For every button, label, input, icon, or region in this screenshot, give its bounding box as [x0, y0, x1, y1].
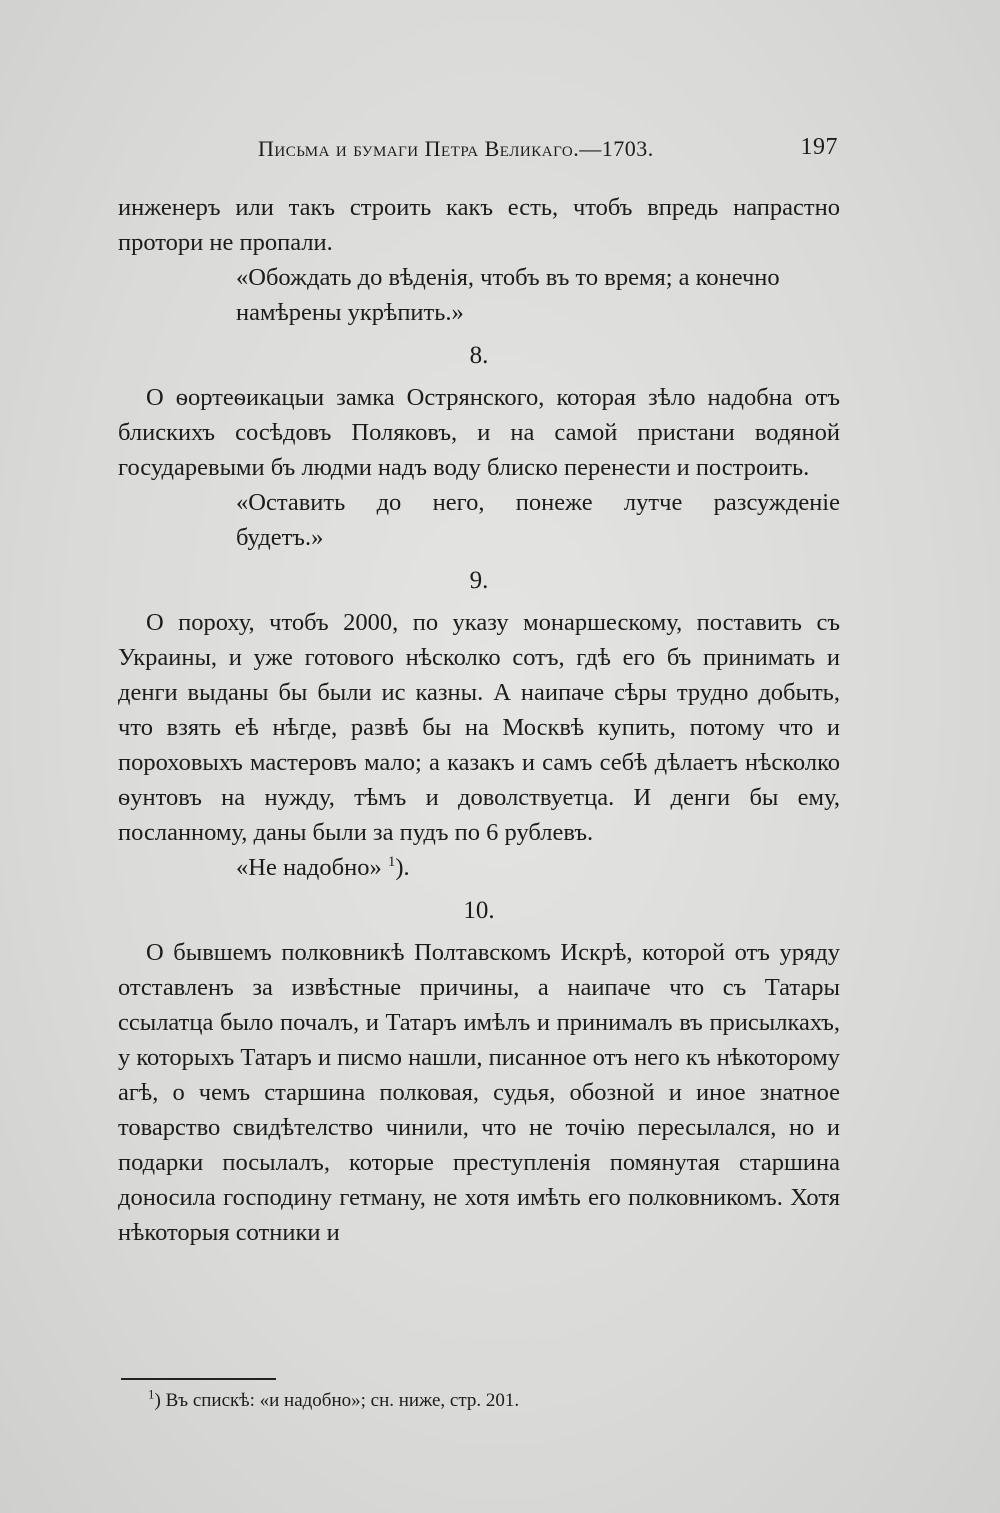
- footnote: [148, 1388, 519, 1414]
- paragraph-9: О пороху, чтобъ 2000, по указу монаршескому, поставить съ Украины, и уже готового нѣсколко сотъ, гдѣ его бъ принимать и денги выданы бы были ис казны. А наипаче сѣры трудно добыть, что взять еѣ нѣгде, развѣ бы на Москвѣ купить, потому что и пороховыхъ мастеровъ мало; а казакъ и самъ себѣ дѣлаетъ нѣсколко ѳунтовъ на нужду, тѣмъ и доволствуетца. И денги бы ему, посланному, даны были за пудъ по 6 рублевъ.: [118, 609, 840, 846]
- footnote-text: ) Въ спискѣ: «и надобно»; сн. ниже, стр. 201.: [154, 1390, 520, 1411]
- resolution-line: будетъ.»: [236, 524, 324, 551]
- paragraph-continued: инженеръ или такъ строить какъ есть, чтобъ впредь напрастно протори не пропали.: [118, 194, 840, 256]
- footnote-reference: 1: [387, 853, 396, 870]
- resolution-8: [236, 485, 840, 555]
- section-number-9: 9.: [469, 567, 489, 594]
- footnote-mark: 1: [148, 1386, 155, 1402]
- footnote-rule: [121, 1378, 276, 1380]
- page-header: [258, 134, 838, 168]
- main-text: [118, 190, 840, 1250]
- resolution-7: [236, 260, 840, 330]
- running-title: Письма и бумаги Петра Великаго.—1703.: [258, 136, 654, 161]
- resolution-line: намѣрены укрѣпить.»: [236, 299, 464, 326]
- resolution-line: «Оставить до него, понеже лутче разсужденіе: [236, 489, 840, 516]
- paragraph-8: О ѳортеѳикацыи замка Острянского, которая зѣло надобна отъ блискихъ сосѣдовъ Поляковъ, и на самой пристани водяной государевыми бъ людми надъ воду блиско перенести и построить.: [118, 384, 840, 481]
- resolution-tail: ).: [395, 854, 410, 881]
- resolution-line: «Обождать до вѣденія, чтобъ въ то время; а конечно: [236, 264, 780, 291]
- section-number-8: 8.: [469, 342, 489, 369]
- paragraph-10: О бывшемъ полковникѣ Полтавскомъ Искрѣ, которой отъ уряду отставленъ за извѣстные причины, а наипаче что съ Татары ссылатца было почалъ, и Татаръ имѣлъ и принималъ въ присылкахъ, у которыхъ Татаръ и писмо нашли, писанное отъ него къ нѣкоторому агѣ, о чемъ старшина полковая, судья, обозной и иное знатное товарство свидѣтелство чинили, что не точію пересылался, но и подарки посылалъ, которые преступленія помянутая старшина доносила господину гетману, не хотя имѣть его полковникомъ. Хотя нѣкоторыя сотники и: [118, 939, 840, 1246]
- resolution-9: [236, 850, 840, 885]
- section-number-10: 10.: [463, 897, 495, 924]
- page-number: 197: [800, 134, 838, 160]
- resolution-text: «Не надобно»: [236, 854, 382, 881]
